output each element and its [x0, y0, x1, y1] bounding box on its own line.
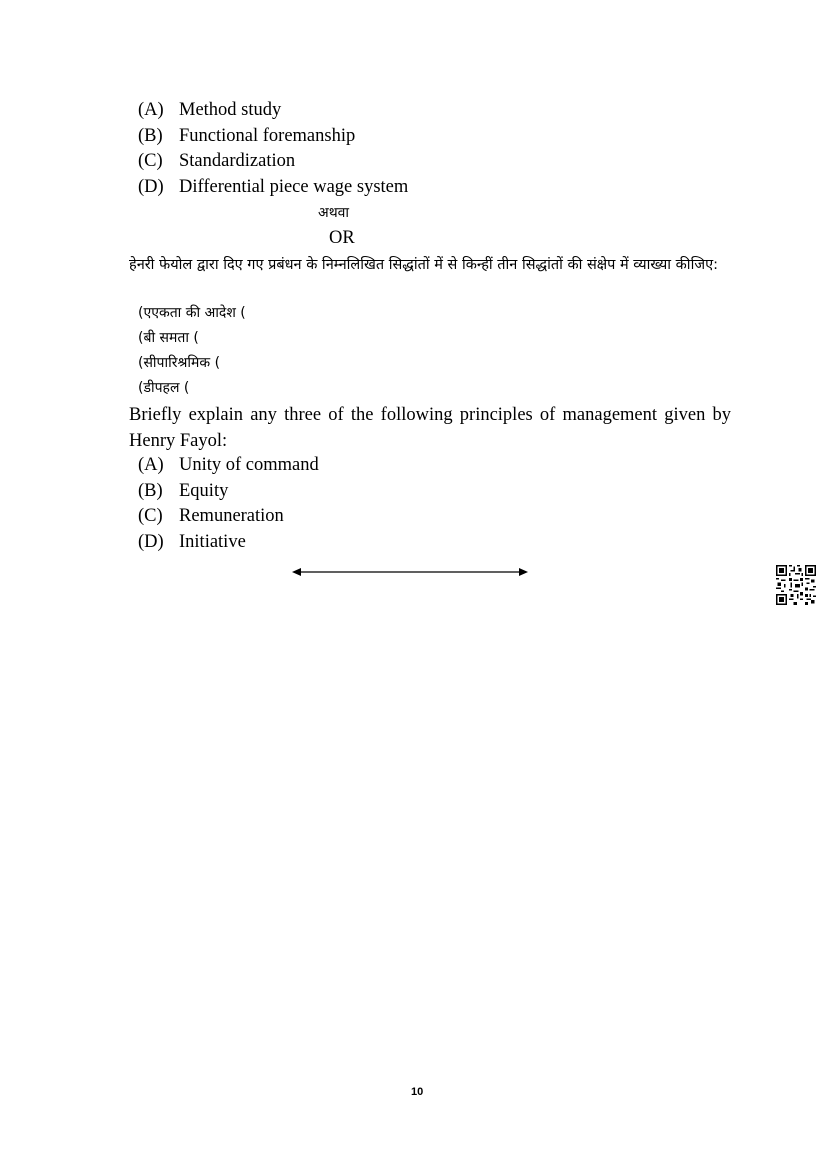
option-letter: (C): [138, 506, 163, 526]
hindi-option: (बी समता (: [138, 330, 199, 346]
end-arrow-divider: [290, 564, 530, 580]
page-number: 10: [411, 1086, 424, 1098]
option-letter: (A): [138, 455, 164, 475]
qr-code: [776, 565, 816, 605]
option-text: Functional foremanship: [179, 126, 356, 146]
option-text: Standardization: [179, 151, 296, 171]
option-text: Differential piece wage system: [179, 177, 409, 197]
q2-option-c: [0, 505, 827, 527]
option-letter: (D): [138, 177, 164, 197]
english-question: Briefly explain any three of the following principles of management given by Henry Fayol:: [129, 405, 731, 451]
q1-option-b: [0, 125, 827, 147]
option-letter: (D): [138, 532, 164, 552]
option-text: Unity of command: [179, 455, 319, 475]
option-text: Remuneration: [179, 506, 284, 526]
q2-option-d: [0, 531, 827, 553]
option-letter: (C): [138, 151, 163, 171]
hindi-option: (एएकता की आदेश (: [138, 305, 246, 321]
q2-option-b: [0, 480, 827, 502]
option-letter: (B): [138, 481, 163, 501]
option-text: Equity: [179, 481, 229, 501]
option-text: Initiative: [179, 532, 246, 552]
q2-option-a: [0, 454, 827, 476]
option-letter: (A): [138, 100, 164, 120]
or-english: OR: [329, 228, 355, 248]
q1-option-a: [0, 99, 827, 121]
hindi-option: (सीपारिश्रमिक (: [138, 355, 221, 371]
or-hindi: अथवा: [318, 205, 350, 221]
option-letter: (B): [138, 126, 163, 146]
hindi-question: हेनरी फेयोल द्वारा दिए गए प्रबंधन के निम्नलिखित सिद्धांतों में से किन्हीं तीन सिद्धांतों की संक्षेप में व्याख्या कीजिए:: [129, 257, 718, 273]
option-text: Method study: [179, 100, 282, 120]
q1-option-d: [0, 176, 827, 198]
hindi-option: (डीपहल (: [138, 380, 190, 396]
q1-option-c: [0, 150, 827, 172]
